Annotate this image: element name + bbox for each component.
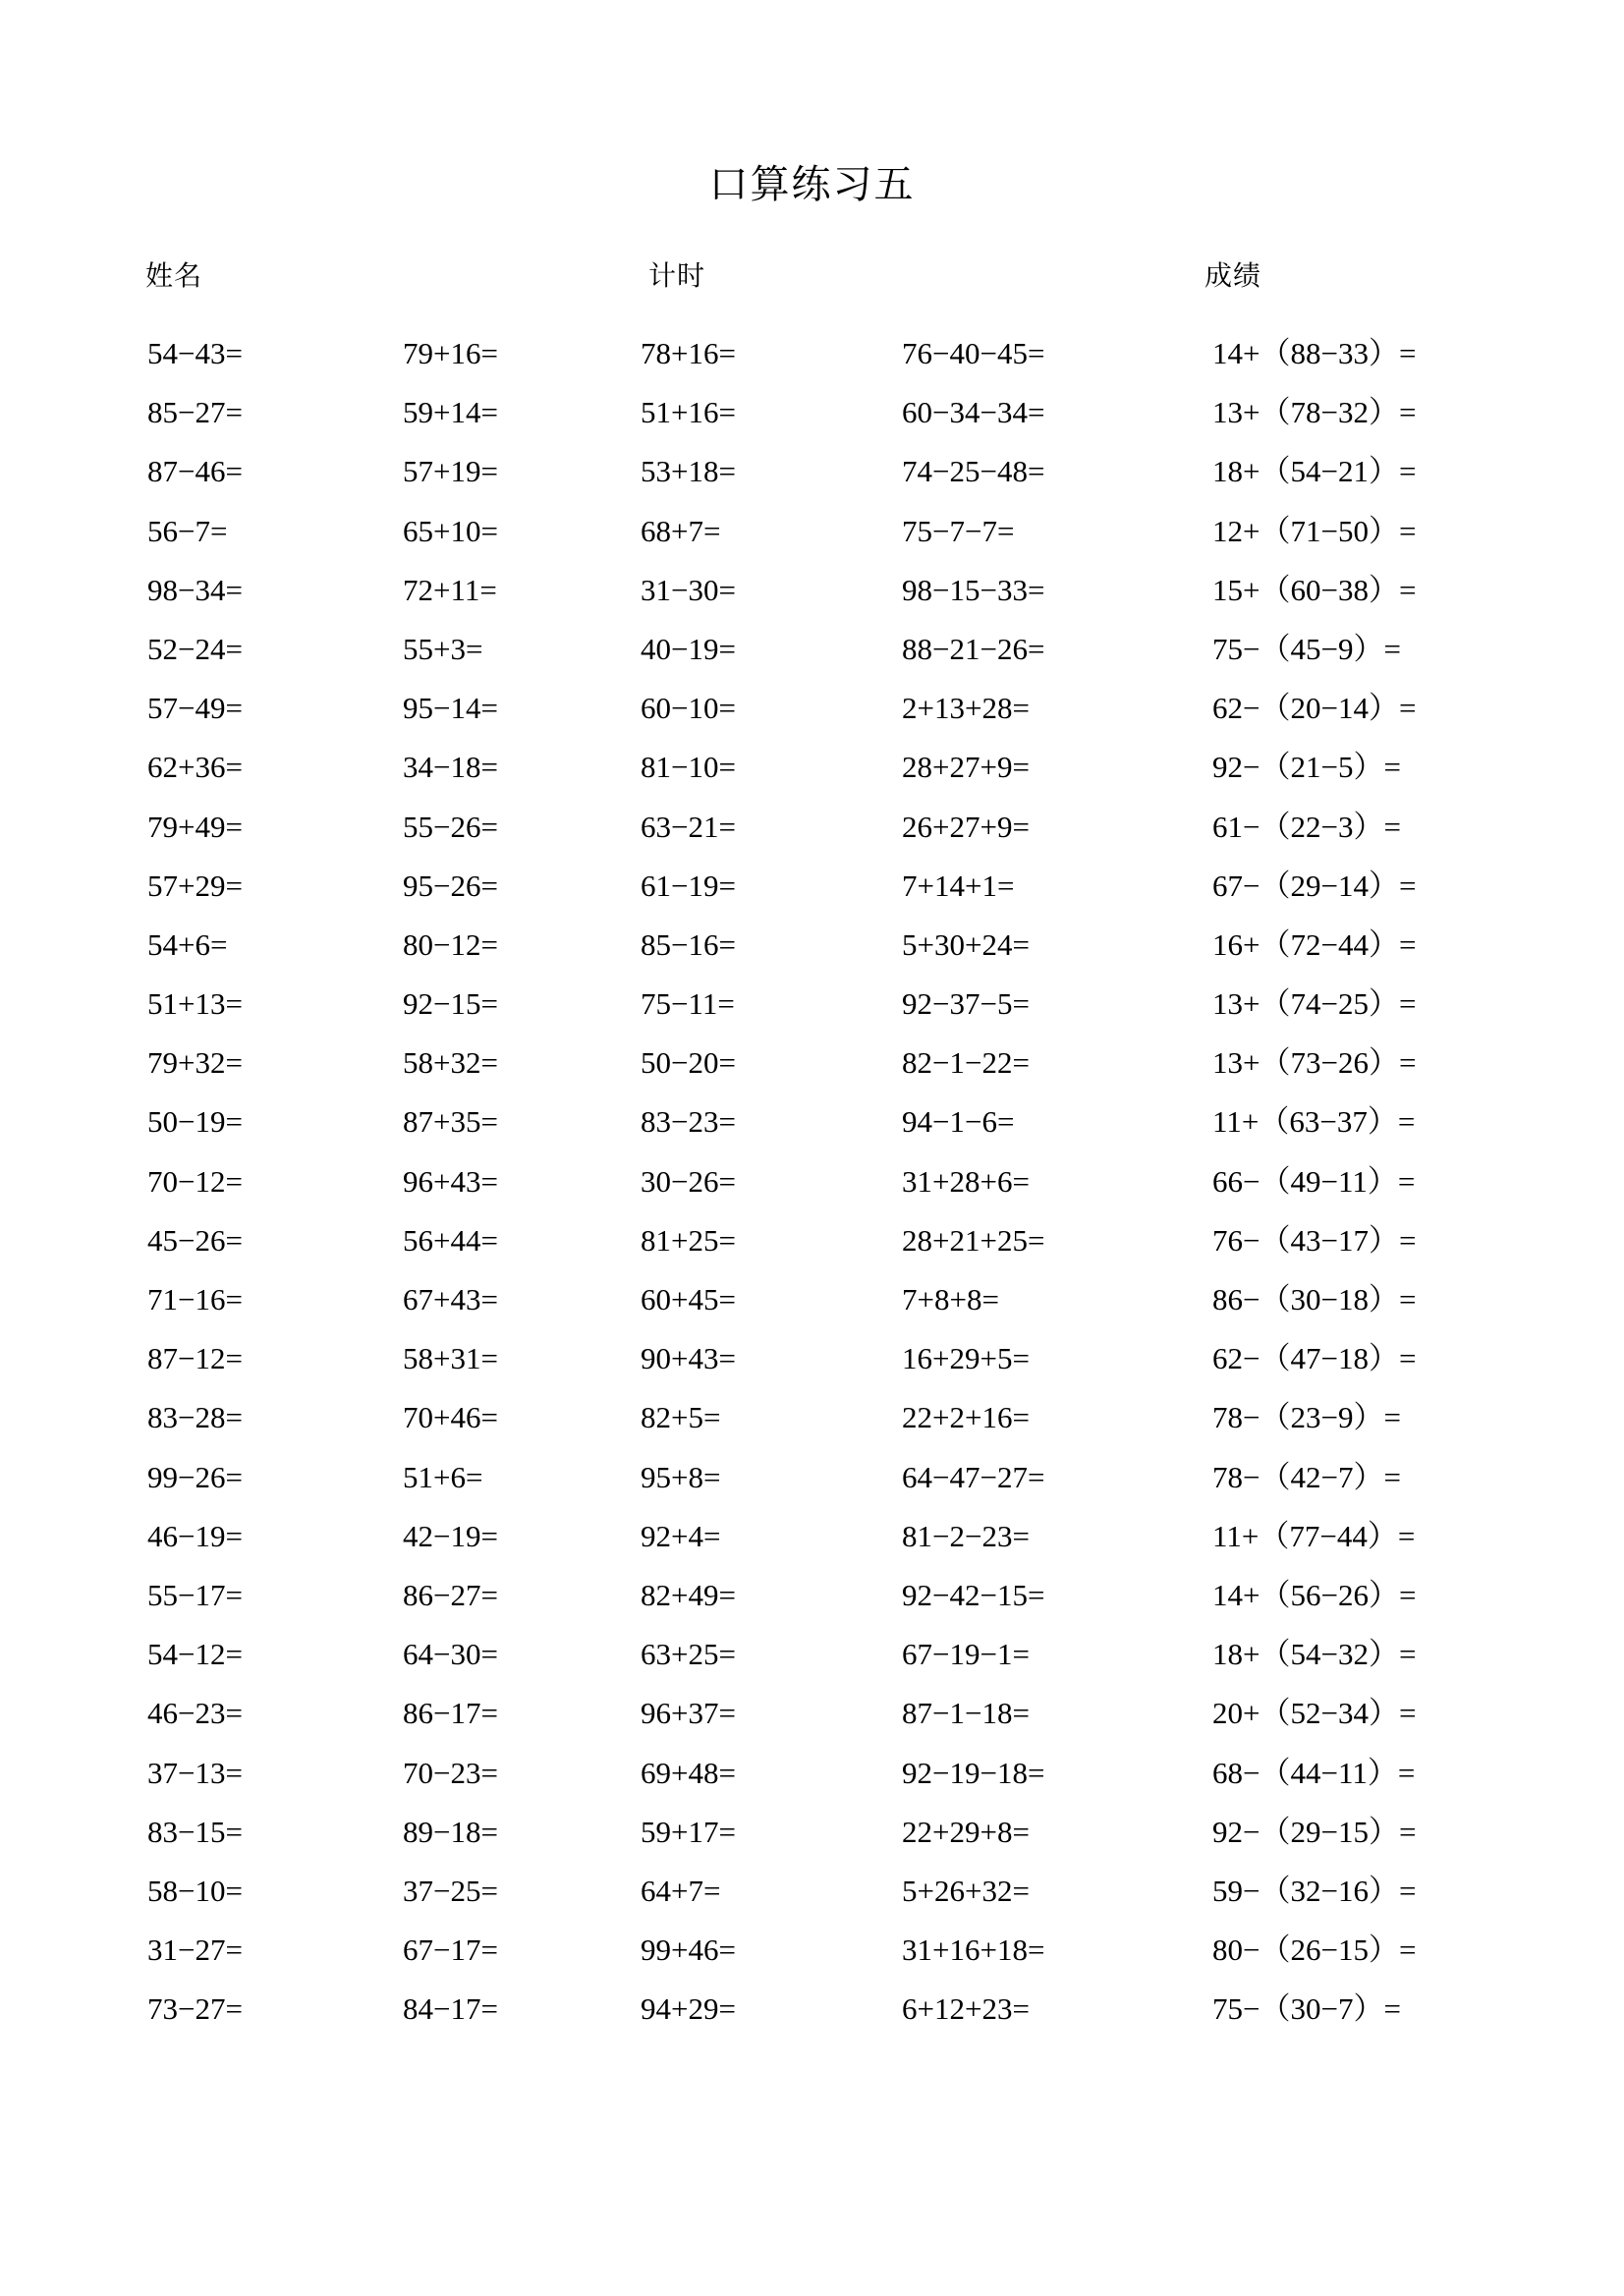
problem-cell: 96+43= <box>403 1163 498 1199</box>
problem-cell: 78−（23−9）= <box>1212 1400 1401 1435</box>
problem-cell: 63−21= <box>641 809 736 844</box>
problem-cell: 62−（47−18）= <box>1212 1341 1417 1376</box>
problem-cell: 52−24= <box>147 631 243 666</box>
problem-cell: 57+19= <box>403 454 498 489</box>
problem-cell: 57−49= <box>147 691 243 726</box>
problem-column-1 <box>145 324 391 2039</box>
problem-cell: 87+35= <box>403 1104 498 1140</box>
problem-cell: 14+（88−33）= <box>1212 336 1417 370</box>
problem-cell: 70−23= <box>403 1755 498 1790</box>
problem-cell: 95−26= <box>403 868 498 903</box>
problem-cell: 51+16= <box>641 395 736 430</box>
problem-cell: 82+5= <box>641 1400 721 1435</box>
problem-cell: 64−30= <box>403 1637 498 1672</box>
problem-cell: 96+37= <box>641 1696 736 1731</box>
problem-cell: 76−40−45= <box>902 336 1045 370</box>
problem-cell: 55−26= <box>403 809 498 844</box>
problem-cell: 92+4= <box>641 1518 721 1553</box>
problem-cell: 83−28= <box>147 1400 243 1435</box>
problem-cell: 60−10= <box>641 691 736 726</box>
problem-cell: 95+8= <box>641 1459 721 1494</box>
problem-cell: 60+45= <box>641 1282 736 1316</box>
problem-cell: 13+（74−25）= <box>1212 986 1417 1022</box>
name-label: 姓名 <box>145 261 203 292</box>
problem-cell: 65+10= <box>403 513 498 548</box>
problem-cell: 13+（78−32）= <box>1212 395 1417 430</box>
problem-cell: 18+（54−32）= <box>1212 1637 1417 1672</box>
problem-cell: 64+7= <box>641 1873 721 1908</box>
problem-cell: 83−15= <box>147 1814 243 1849</box>
problem-cell: 76−（43−17）= <box>1212 1222 1417 1258</box>
worksheet-meta-row <box>145 263 1482 303</box>
problem-cell: 79+32= <box>147 1045 243 1081</box>
problem-cell: 87−1−18= <box>902 1696 1030 1731</box>
problem-column-4 <box>894 324 1206 2039</box>
problem-column-2 <box>391 324 637 2039</box>
problem-cell: 13+（73−26）= <box>1212 1045 1417 1081</box>
problem-cell: 55+3= <box>403 631 483 666</box>
problem-cell: 90+43= <box>641 1341 736 1376</box>
time-label: 计时 <box>648 261 706 292</box>
problem-cell: 98−15−33= <box>902 572 1045 607</box>
problem-cell: 15+（60−38）= <box>1212 572 1417 607</box>
problem-cell: 70−12= <box>147 1163 243 1199</box>
problem-cell: 2+13+28= <box>902 691 1030 726</box>
problem-cell: 60−34−34= <box>902 395 1045 430</box>
problem-cell: 89−18= <box>403 1814 498 1849</box>
problem-cell: 30−26= <box>641 1163 736 1199</box>
score-label: 成绩 <box>1204 261 1262 292</box>
problem-cell: 87−12= <box>147 1341 243 1376</box>
problem-cell: 54−43= <box>147 336 243 370</box>
problem-cell: 99+46= <box>641 1932 736 1968</box>
problem-cell: 68+7= <box>641 513 721 548</box>
problem-cell: 86−17= <box>403 1696 498 1731</box>
problem-cell: 28+27+9= <box>902 750 1030 785</box>
problem-column-3 <box>637 324 894 2039</box>
problem-cell: 67+43= <box>403 1282 498 1316</box>
problem-cell: 78−（42−7）= <box>1212 1459 1401 1494</box>
problem-cell: 22+29+8= <box>902 1814 1030 1849</box>
problem-cell: 79+49= <box>147 809 243 844</box>
problem-cell: 79+16= <box>403 336 498 370</box>
problem-cell: 31−27= <box>147 1932 243 1968</box>
problem-cell: 5+30+24= <box>902 926 1030 962</box>
problem-cell: 50−19= <box>147 1104 243 1140</box>
problem-cell: 70+46= <box>403 1400 498 1435</box>
problem-cell: 92−（21−5）= <box>1212 750 1401 785</box>
problem-cell: 56−7= <box>147 513 228 548</box>
problem-cell: 16+29+5= <box>902 1341 1030 1376</box>
problem-cell: 57+29= <box>147 868 243 903</box>
problem-cell: 58−10= <box>147 1873 243 1908</box>
problem-cell: 69+48= <box>641 1755 736 1790</box>
problem-cell: 59−（32−16）= <box>1212 1873 1417 1908</box>
problem-cell: 5+26+32= <box>902 1873 1030 1908</box>
problem-cell: 94−1−6= <box>902 1104 1015 1140</box>
problem-cell: 75−（45−9）= <box>1212 631 1401 666</box>
problem-cell: 46−23= <box>147 1696 243 1731</box>
problem-cell: 66−（49−11）= <box>1212 1163 1416 1199</box>
problem-cell: 99−26= <box>147 1459 243 1494</box>
problem-cell: 51+13= <box>147 986 243 1022</box>
problem-cell: 95−14= <box>403 691 498 726</box>
problem-cell: 84−17= <box>403 1991 498 2027</box>
problem-cell: 92−42−15= <box>902 1577 1045 1612</box>
problem-cell: 40−19= <box>641 631 736 666</box>
problem-cell: 85−27= <box>147 395 243 430</box>
problem-cell: 31+16+18= <box>902 1932 1045 1968</box>
problem-cell: 72+11= <box>403 572 497 607</box>
problem-cell: 37−25= <box>403 1873 498 1908</box>
problem-cell: 7+8+8= <box>902 1282 999 1316</box>
problem-cell: 67−（29−14）= <box>1212 868 1417 903</box>
problem-cell: 78+16= <box>641 336 736 370</box>
problem-cell: 12+（71−50）= <box>1212 513 1417 548</box>
problem-cell: 34−18= <box>403 750 498 785</box>
problem-cell: 75−7−7= <box>902 513 1015 548</box>
problem-cell: 51+6= <box>403 1459 483 1494</box>
problem-cell: 62+36= <box>147 750 243 785</box>
problem-cell: 87−46= <box>147 454 243 489</box>
problem-cell: 88−21−26= <box>902 631 1045 666</box>
problem-cell: 73−27= <box>147 1991 243 2027</box>
problem-cell: 92−（29−15）= <box>1212 1814 1417 1849</box>
problem-cell: 50−20= <box>641 1045 736 1081</box>
problem-cell: 59+14= <box>403 395 498 430</box>
problem-cell: 54−12= <box>147 1637 243 1672</box>
problem-cell: 74−25−48= <box>902 454 1045 489</box>
problem-cell: 82−1−22= <box>902 1045 1030 1081</box>
problem-cell: 58+32= <box>403 1045 498 1081</box>
problem-cell: 37−13= <box>147 1755 243 1790</box>
problem-cell: 7+14+1= <box>902 868 1015 903</box>
problem-cell: 11+（63−37）= <box>1212 1104 1416 1140</box>
problem-cell: 26+27+9= <box>902 809 1030 844</box>
problem-grid <box>145 324 1521 2039</box>
problem-cell: 54+6= <box>147 926 228 962</box>
problem-cell: 46−19= <box>147 1518 243 1553</box>
problem-cell: 28+21+25= <box>902 1222 1045 1258</box>
problem-cell: 56+44= <box>403 1222 498 1258</box>
problem-cell: 11+（77−44）= <box>1212 1518 1416 1553</box>
problem-cell: 81−2−23= <box>902 1518 1030 1553</box>
problem-cell: 59+17= <box>641 1814 736 1849</box>
problem-cell: 81+25= <box>641 1222 736 1258</box>
problem-cell: 31−30= <box>641 572 736 607</box>
problem-cell: 86−（30−18）= <box>1212 1282 1417 1316</box>
problem-cell: 82+49= <box>641 1577 736 1612</box>
problem-cell: 14+（56−26）= <box>1212 1577 1417 1612</box>
problem-cell: 62−（20−14）= <box>1212 691 1417 726</box>
problem-cell: 85−16= <box>641 926 736 962</box>
problem-cell: 68−（44−11）= <box>1212 1755 1416 1790</box>
problem-cell: 83−23= <box>641 1104 736 1140</box>
problem-cell: 61−19= <box>641 868 736 903</box>
problem-cell: 80−12= <box>403 926 498 962</box>
problem-cell: 92−19−18= <box>902 1755 1045 1790</box>
problem-cell: 16+（72−44）= <box>1212 926 1417 962</box>
problem-cell: 31+28+6= <box>902 1163 1030 1199</box>
problem-cell: 42−19= <box>403 1518 498 1553</box>
problem-cell: 67−17= <box>403 1932 498 1968</box>
problem-cell: 98−34= <box>147 572 243 607</box>
page-title: 口算练习五 <box>708 162 916 206</box>
problem-cell: 45−26= <box>147 1222 243 1258</box>
problem-cell: 61−（22−3）= <box>1212 809 1401 844</box>
problem-cell: 64−47−27= <box>902 1459 1045 1494</box>
problem-cell: 75−11= <box>641 986 735 1022</box>
problem-cell: 86−27= <box>403 1577 498 1612</box>
problem-cell: 6+12+23= <box>902 1991 1030 2027</box>
problem-cell: 80−（26−15）= <box>1212 1932 1417 1968</box>
problem-column-5 <box>1206 324 1521 2039</box>
problem-cell: 63+25= <box>641 1637 736 1672</box>
problem-cell: 92−15= <box>403 986 498 1022</box>
problem-cell: 81−10= <box>641 750 736 785</box>
problem-cell: 92−37−5= <box>902 986 1030 1022</box>
problem-cell: 22+2+16= <box>902 1400 1030 1435</box>
problem-cell: 53+18= <box>641 454 736 489</box>
problem-cell: 75−（30−7）= <box>1212 1991 1401 2027</box>
problem-cell: 67−19−1= <box>902 1637 1030 1672</box>
problem-cell: 18+（54−21）= <box>1212 454 1417 489</box>
problem-cell: 94+29= <box>641 1991 736 2027</box>
problem-cell: 71−16= <box>147 1282 243 1316</box>
problem-cell: 55−17= <box>147 1577 243 1612</box>
problem-cell: 58+31= <box>403 1341 498 1376</box>
problem-cell: 20+（52−34）= <box>1212 1696 1417 1731</box>
